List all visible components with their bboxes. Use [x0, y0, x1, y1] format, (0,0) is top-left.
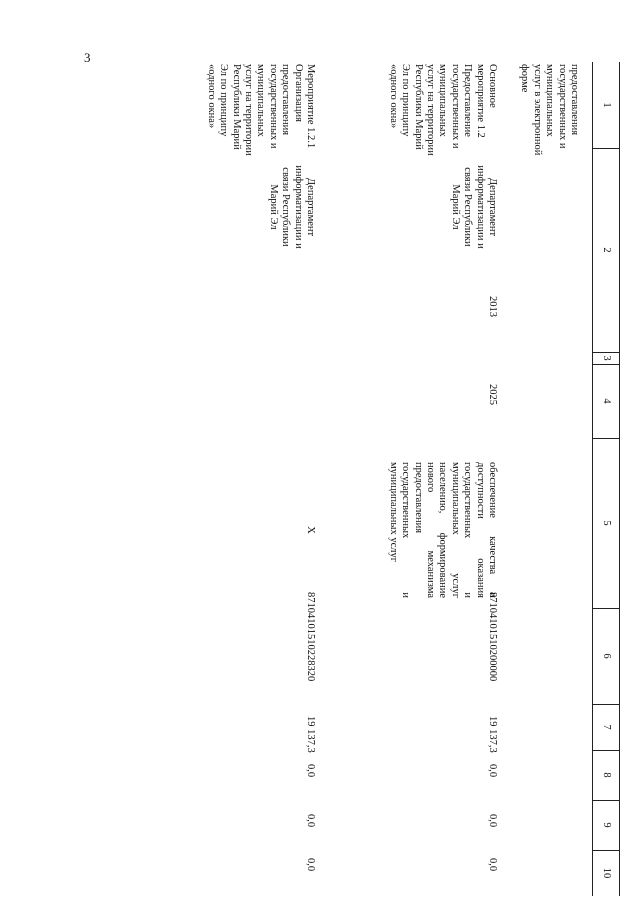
budget-code-cell: 87104101510228320 — [305, 592, 316, 682]
column-header-2: 2 — [601, 247, 612, 253]
column-header-9: 9 — [601, 822, 612, 828]
start-year-cell: 2013 — [487, 296, 498, 317]
column-header-10: 10 — [601, 867, 612, 879]
amount-cell: 19 137,3 — [487, 716, 498, 753]
column-header-5: 5 — [601, 520, 612, 526]
column-header-7: 7 — [601, 724, 612, 730]
column-header-4: 4 — [601, 398, 612, 404]
value-cell-10: 0,0 — [487, 858, 498, 872]
continued-program-text: предоставления государственных и муниципальных услуг в электронной форме — [519, 64, 580, 156]
column-header-1: 1 — [601, 102, 612, 108]
column-numbers-row — [592, 62, 620, 896]
value-cell-8: 0,0 — [305, 764, 316, 778]
value-cell-10: 0,0 — [305, 858, 316, 872]
budget-code-cell: 87104101510200000 — [487, 592, 498, 682]
value-cell-8: 0,0 — [487, 764, 498, 778]
executor-cell: Департамент информатизации и связи Республики Марий Эл — [449, 165, 498, 249]
value-cell-9: 0,0 — [305, 814, 316, 828]
amount-cell: 19 137,3 — [305, 716, 316, 753]
executor-cell: Департамент информатизации и связи Республики Марий Эл — [267, 165, 316, 249]
value-cell-9: 0,0 — [487, 814, 498, 828]
expected-result-cell: обеспечение качества и доступности оказания государственных и муниципальных услуг населению, формирование нового механизма предоставления государственных и муниципальных услуг — [387, 462, 498, 598]
column-header-8: 8 — [601, 772, 612, 778]
page-number: 3 — [84, 50, 91, 65]
end-year-cell: 2025 — [487, 384, 498, 405]
expected-result-cell: Х — [305, 526, 316, 534]
event-name-cell: Основное мероприятие 1.2 Предоставление государственных и муниципальных услуг на территории Республики Марий Эл по принципу «одного окна» — [387, 64, 498, 156]
budget-table — [115, 62, 620, 896]
event-name-cell: Мероприятие 1.2.1 Организация предоставления государственных и муниципальных услуг на территории Республики Марий Эл по принципу «одного окна» — [205, 64, 316, 156]
column-header-6: 6 — [601, 653, 612, 659]
column-header-3: 3 — [601, 355, 612, 361]
